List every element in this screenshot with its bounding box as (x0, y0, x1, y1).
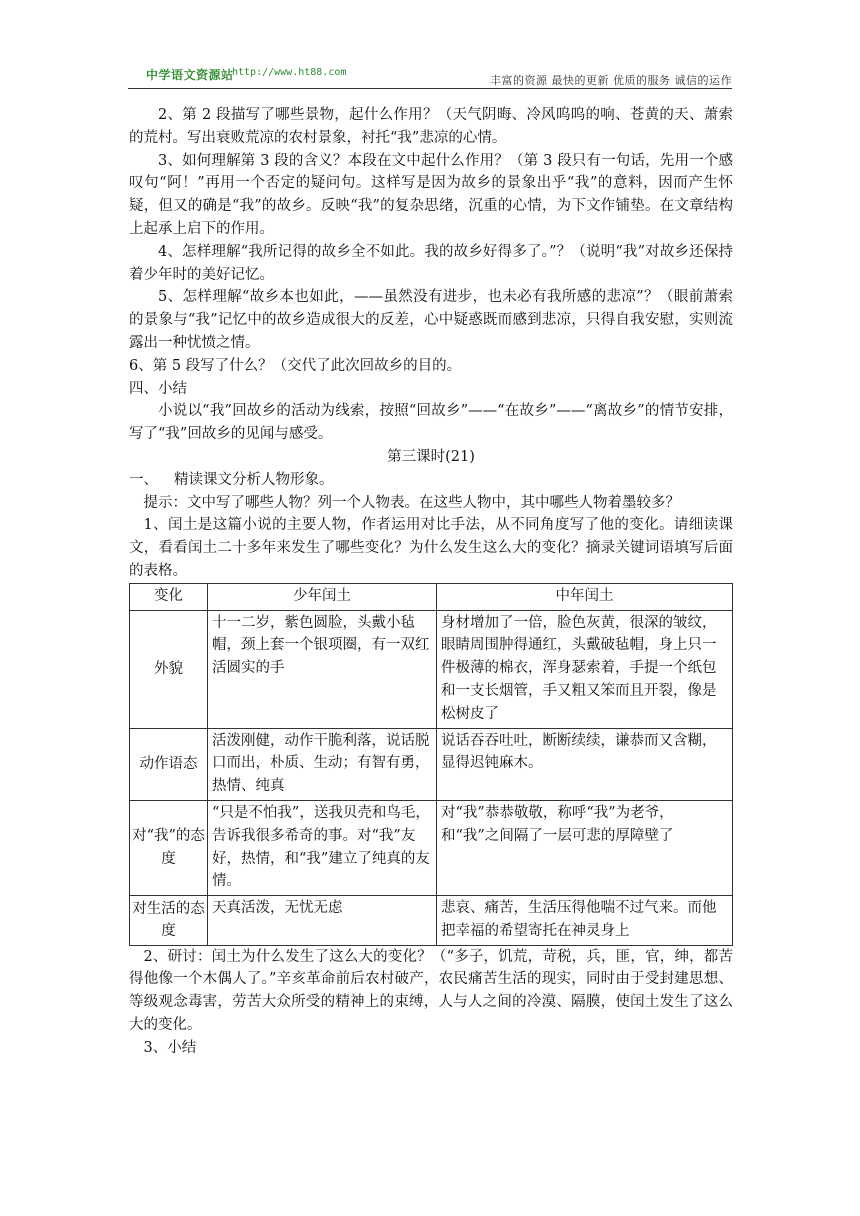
document-body (129, 104, 733, 1060)
header-slogan: 丰富的资源 最快的更新 优质的服务 诚信的运作 (490, 74, 732, 87)
section-1-title: 精读课文分析人物形象。 (174, 471, 334, 488)
hint-text: 提示：文中写了哪些人物？列一个人物表。在这些人物中，其中哪些人物着墨较多？ (143, 494, 680, 511)
task-2: 2、研讨：闰土为什么发生了这么大的变化？（“多子，饥荒，苛税，兵，匪，官，绅，都苦得他像一个木偶人了。”辛亥革命前后农村破产，农民痛苦生活的现实，同时由于受封建思想、等级观念毒害，劳苦大众所受的精神上的束缚，人与人之间的冷漠、隔膜，使闰土发生了这么大的变化。 (129, 948, 733, 1034)
table-row (130, 800, 733, 895)
site-logo[interactable]: 中学语文资源站 (146, 68, 234, 82)
row-label: 对“我”的态度 (130, 800, 208, 895)
runtu-comparison-table (129, 583, 733, 946)
question-5: 5、怎样理解“故乡本也如此，——虽然没有进步，也未必有我所感的悲凉”？（眼前萧索的景象与“我”记忆中的故乡造成很大的反差，心中疑惑既而感到悲凉，只得自我安慰，实则流露出一种忧愤之情。 (129, 289, 733, 351)
young-runtu-cell: 天真活泼，无忧无虑 (208, 896, 437, 946)
middle-runtu-cell: 悲哀、痛苦，生活压得他喘不过气来。而他把幸福的希望寄托在神灵身上 (437, 896, 733, 946)
table-row (130, 728, 733, 800)
middle-runtu-cell: 身材增加了一倍，脸色灰黄，很深的皱纹，眼睛周围肿得通红，头戴破毡帽，身上只一件极薄的棉衣，浑身瑟索着，手提一个纸包和一支长烟管，手又粗又笨而且开裂，像是松树皮了 (437, 610, 733, 728)
summary-text: 小说以“我”回故乡的活动为线索，按照“回故乡”——“在故乡”——“离故乡”的情节安排，写了“我”回故乡的见闻与感受。 (129, 403, 733, 443)
row-label: 外貌 (130, 610, 208, 728)
question-3: 3、如何理解第 3 段的含义？本段在文中起什么作用？（第 3 段只有一句话，先用一个感叹句“阿！”再用一个否定的疑问句。这样写是因为故乡的景象出乎“我”的意料，因而产生怀疑，但又的确是“我”的故乡。反映“我”的复杂思绪，沉重的心情，为下文作铺垫。在文章结构上起承上启下的作用。 (129, 152, 733, 237)
section-1-number: 一、 (129, 471, 158, 488)
middle-runtu-cell: 说话吞吞吐吐，断断续续，谦恭而又含糊，显得迟钝麻木。 (437, 728, 733, 800)
task-1: 1、闰土是这篇小说的主要人物，作者运用对比手法，从不同角度写了他的变化。请细读课文，看看闰土二十多年来发生了哪些变化？为什么发生这么大的变化？摘录关键词语填写后面的表格。 (129, 517, 733, 579)
question-4: 4、怎样理解“我所记得的故乡全不如此。我的故乡好得多了。”？（说明“我”对故乡还保持着少年时的美好记忆。 (129, 243, 733, 283)
site-url-link[interactable]: http://www.ht88.com (232, 67, 347, 78)
section-1-heading (129, 469, 733, 492)
table-header-cell: 中年闰土 (437, 583, 733, 610)
table-row (130, 610, 733, 728)
table-row (130, 896, 733, 946)
table-header-cell: 变化 (130, 583, 208, 610)
young-runtu-cell: “只是不怕我”，送我贝壳和鸟毛，告诉我很多希奇的事。对“我”友好，热情，和“我”建立了纯真的友情。 (208, 800, 437, 895)
task-3: 3、小结 (143, 1039, 197, 1056)
header-divider (128, 88, 732, 89)
table-header-cell: 少年闰土 (208, 583, 437, 610)
young-runtu-cell: 十一二岁，紫色圆脸，头戴小毡帽，颈上套一个银项圈，有一双红活圆实的手 (208, 610, 437, 728)
middle-runtu-cell: 对“我”恭恭敬敬，称呼“我”为老爷，和“我”之间隔了一层可悲的厚障壁了 (437, 800, 733, 895)
table-header-row (130, 583, 733, 610)
lesson-title: 第三课时(21) (387, 448, 475, 465)
row-label: 动作语态 (130, 728, 208, 800)
question-6: 6、第 5 段写了什么？（交代了此次回故乡的目的。 (129, 357, 462, 374)
page-header (128, 64, 732, 90)
summary-heading: 四、小结 (129, 380, 187, 397)
question-2: 2、第 2 段描写了哪些景物，起什么作用？（天气阴晦、冷风呜呜的响、苍黄的天、萧索的荒村。写出衰败荒凉的农村景象，衬托“我”悲凉的心情。 (129, 107, 733, 146)
row-label: 对生活的态度 (130, 896, 208, 946)
young-runtu-cell: 活泼刚健，动作干脆利落，说话脱口而出，朴质、生动；有智有勇，热情、纯真 (208, 728, 437, 800)
